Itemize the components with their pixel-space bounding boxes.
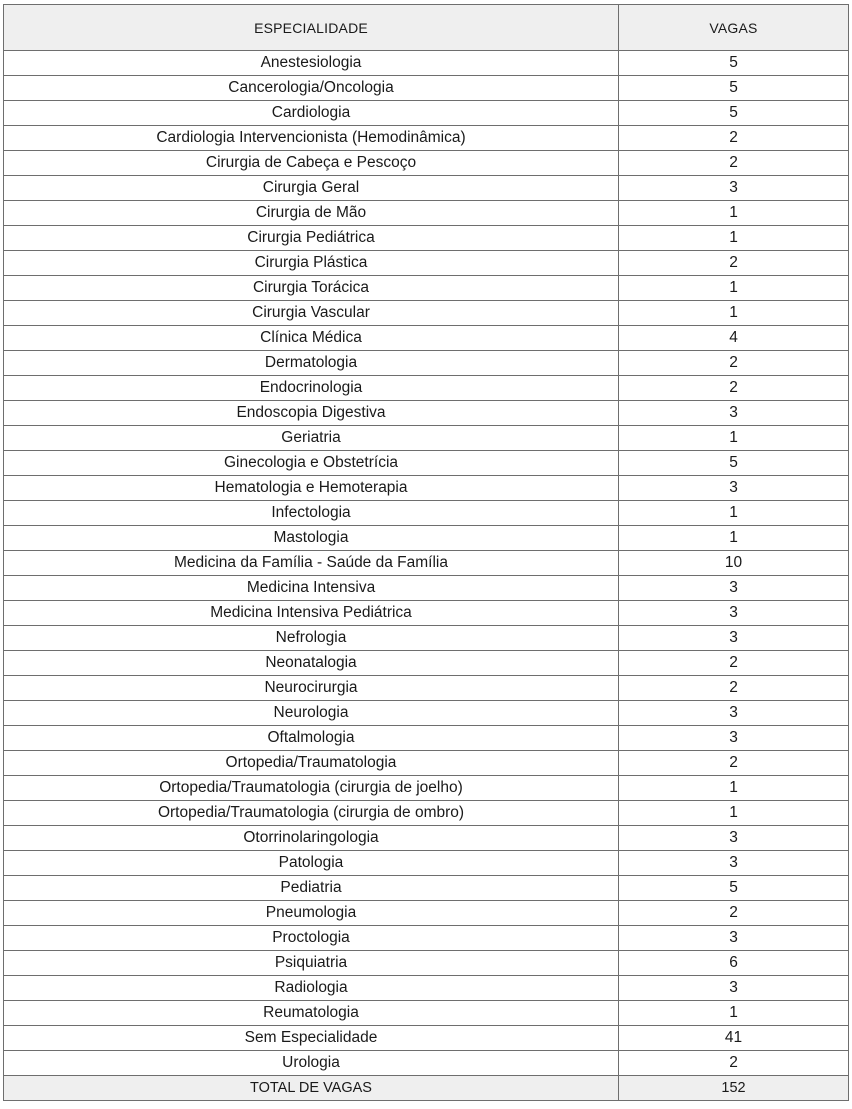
table-row [4, 226, 849, 251]
header-vacancies: VAGAS [619, 5, 849, 51]
total-label: TOTAL DE VAGAS [4, 1076, 619, 1101]
vacancies-cell: 1 [619, 1001, 849, 1026]
vacancies-cell: 3 [619, 176, 849, 201]
specialty-cell: Nefrologia [4, 626, 619, 651]
vacancies-cell: 5 [619, 76, 849, 101]
table-row [4, 476, 849, 501]
table-row [4, 426, 849, 451]
vacancies-cell: 3 [619, 701, 849, 726]
specialty-cell: Cirurgia Vascular [4, 301, 619, 326]
specialty-cell: Oftalmologia [4, 726, 619, 751]
vacancies-cell: 3 [619, 626, 849, 651]
specialty-cell: Medicina Intensiva Pediátrica [4, 601, 619, 626]
vacancies-cell: 3 [619, 476, 849, 501]
specialty-cell: Otorrinolaringologia [4, 826, 619, 851]
header-row [4, 5, 849, 51]
vacancies-cell: 3 [619, 826, 849, 851]
table-row [4, 126, 849, 151]
vacancies-cell: 1 [619, 526, 849, 551]
table-row [4, 851, 849, 876]
table-row [4, 1001, 849, 1026]
specialty-cell: Endoscopia Digestiva [4, 401, 619, 426]
vacancies-cell: 3 [619, 976, 849, 1001]
table-row [4, 201, 849, 226]
vacancies-cell: 2 [619, 376, 849, 401]
specialty-cell: Proctologia [4, 926, 619, 951]
table-row [4, 401, 849, 426]
table-row [4, 276, 849, 301]
table-row [4, 351, 849, 376]
specialty-cell: Cardiologia [4, 101, 619, 126]
vacancies-cell: 3 [619, 926, 849, 951]
table-row [4, 1051, 849, 1076]
specialty-cell: Radiologia [4, 976, 619, 1001]
specialty-cell: Ortopedia/Traumatologia (cirurgia de ombro) [4, 801, 619, 826]
table-row [4, 701, 849, 726]
vacancies-cell: 3 [619, 576, 849, 601]
specialty-cell: Dermatologia [4, 351, 619, 376]
specialty-cell: Neurocirurgia [4, 676, 619, 701]
table-row [4, 451, 849, 476]
specialty-cell: Pediatria [4, 876, 619, 901]
vacancies-cell: 2 [619, 1051, 849, 1076]
table-row [4, 301, 849, 326]
specialty-cell: Medicina da Família - Saúde da Família [4, 551, 619, 576]
vacancies-cell: 2 [619, 651, 849, 676]
specialty-cell: Patologia [4, 851, 619, 876]
table-row [4, 626, 849, 651]
table-row [4, 976, 849, 1001]
specialty-cell: Mastologia [4, 526, 619, 551]
specialty-cell: Medicina Intensiva [4, 576, 619, 601]
vacancies-cell: 2 [619, 676, 849, 701]
table-row [4, 776, 849, 801]
table-row [4, 576, 849, 601]
vacancies-cell: 5 [619, 101, 849, 126]
table-row [4, 51, 849, 76]
specialty-cell: Pneumologia [4, 901, 619, 926]
table-row [4, 251, 849, 276]
vacancies-cell: 5 [619, 876, 849, 901]
vacancies-cell: 2 [619, 126, 849, 151]
table-row [4, 751, 849, 776]
specialty-cell: Psiquiatria [4, 951, 619, 976]
vacancies-cell: 3 [619, 851, 849, 876]
specialty-cell: Ortopedia/Traumatologia [4, 751, 619, 776]
specialty-cell: Clínica Médica [4, 326, 619, 351]
table-row [4, 601, 849, 626]
vacancies-cell: 41 [619, 1026, 849, 1051]
vacancies-cell: 2 [619, 901, 849, 926]
vacancies-cell: 10 [619, 551, 849, 576]
vacancies-cell: 3 [619, 601, 849, 626]
header-specialty: ESPECIALIDADE [4, 5, 619, 51]
specialty-cell: Cirurgia Plástica [4, 251, 619, 276]
table-row [4, 526, 849, 551]
vacancies-cell: 2 [619, 351, 849, 376]
vacancies-cell: 2 [619, 251, 849, 276]
specialty-cell: Infectologia [4, 501, 619, 526]
specialty-cell: Urologia [4, 1051, 619, 1076]
vacancies-table-container [3, 4, 848, 1101]
vacancies-cell: 3 [619, 726, 849, 751]
vacancies-cell: 6 [619, 951, 849, 976]
table-body [4, 51, 849, 1076]
table-row [4, 76, 849, 101]
vacancies-cell: 1 [619, 501, 849, 526]
specialty-cell: Geriatria [4, 426, 619, 451]
table-row [4, 926, 849, 951]
table-row [4, 1026, 849, 1051]
specialty-cell: Cirurgia de Mão [4, 201, 619, 226]
specialty-cell: Cirurgia Torácica [4, 276, 619, 301]
vacancies-cell: 1 [619, 426, 849, 451]
vacancies-cell: 5 [619, 51, 849, 76]
table-row [4, 901, 849, 926]
table-row [4, 176, 849, 201]
specialty-cell: Reumatologia [4, 1001, 619, 1026]
specialty-cell: Hematologia e Hemoterapia [4, 476, 619, 501]
specialty-cell: Cancerologia/Oncologia [4, 76, 619, 101]
vacancies-cell: 2 [619, 751, 849, 776]
table-row [4, 551, 849, 576]
total-row [4, 1076, 849, 1101]
table-row [4, 101, 849, 126]
vacancies-cell: 3 [619, 401, 849, 426]
table-row [4, 676, 849, 701]
table-row [4, 726, 849, 751]
vacancies-cell: 4 [619, 326, 849, 351]
table-row [4, 651, 849, 676]
specialty-cell: Cirurgia Pediátrica [4, 226, 619, 251]
specialty-cell: Cirurgia Geral [4, 176, 619, 201]
specialty-cell: Cirurgia de Cabeça e Pescoço [4, 151, 619, 176]
table-row [4, 151, 849, 176]
table-row [4, 951, 849, 976]
table-row [4, 876, 849, 901]
table-row [4, 326, 849, 351]
table-row [4, 376, 849, 401]
table-row [4, 801, 849, 826]
vacancies-cell: 1 [619, 301, 849, 326]
vacancies-cell: 2 [619, 151, 849, 176]
table-row [4, 501, 849, 526]
vacancies-cell: 5 [619, 451, 849, 476]
total-value: 152 [619, 1076, 849, 1101]
table-row [4, 826, 849, 851]
specialty-cell: Endocrinologia [4, 376, 619, 401]
vacancies-cell: 1 [619, 276, 849, 301]
specialty-cell: Cardiologia Intervencionista (Hemodinâmica) [4, 126, 619, 151]
specialty-cell: Ortopedia/Traumatologia (cirurgia de joelho) [4, 776, 619, 801]
specialty-cell: Sem Especialidade [4, 1026, 619, 1051]
vacancies-cell: 1 [619, 801, 849, 826]
specialty-cell: Anestesiologia [4, 51, 619, 76]
vacancies-cell: 1 [619, 201, 849, 226]
vacancies-table [3, 4, 849, 1101]
specialty-cell: Neurologia [4, 701, 619, 726]
specialty-cell: Neonatalogia [4, 651, 619, 676]
specialty-cell: Ginecologia e Obstetrícia [4, 451, 619, 476]
vacancies-cell: 1 [619, 776, 849, 801]
vacancies-cell: 1 [619, 226, 849, 251]
